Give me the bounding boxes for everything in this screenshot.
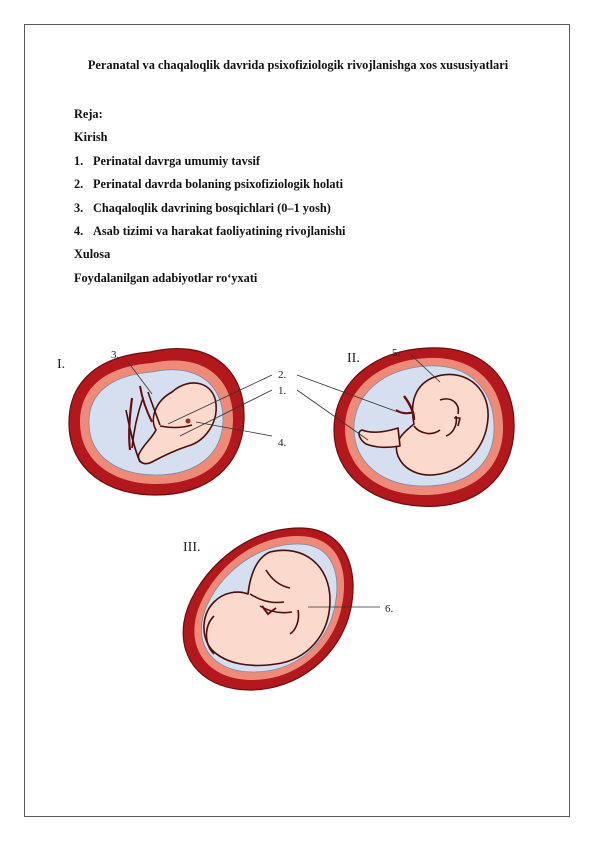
plan-intro: Kirish: [74, 130, 108, 145]
callout-4: 4.: [278, 437, 287, 449]
callout-1: 1.: [278, 385, 287, 397]
plan-heading: Reja:: [74, 107, 103, 121]
plan-item-text: Perinatal davrda bolaning psixofiziologik holati: [93, 177, 344, 192]
plan-item-number: 3.: [74, 200, 84, 215]
stage-label-1: I.: [57, 357, 66, 372]
plan-item-number: 4.: [74, 223, 84, 238]
callout-2: 2.: [278, 369, 287, 381]
callout-5: 5.: [392, 347, 401, 359]
callout-3: 3.: [111, 349, 120, 361]
callout-6: 6.: [385, 603, 394, 615]
plan-item-number: 1.: [74, 153, 84, 168]
womb-stage-3: [183, 528, 353, 690]
plan-conclusion: Xulosa: [74, 247, 111, 262]
womb-stage-1: [69, 349, 244, 495]
plan-item-number: 2.: [74, 177, 84, 192]
plan-item-text: Perinatal davrga umumiy tavsif: [93, 153, 261, 168]
plan-references: Foydalanilgan adabiyotlar ro‘yxati: [74, 270, 258, 285]
womb-stage-2: [334, 348, 514, 507]
plan-item-text: Chaqaloqlik davrining bosqichlari (0–1 yosh): [93, 200, 331, 215]
page-title: Peranatal va chaqaloqlik davrida psixofiziologik rivojlanishga xos xususiyatlari: [87, 58, 509, 72]
plan-item-text: Asab tizimi va harakat faoliyatining rivojlanishi: [93, 223, 346, 238]
stage-label-3: III.: [183, 540, 201, 555]
stage-label-2: II.: [347, 351, 360, 366]
